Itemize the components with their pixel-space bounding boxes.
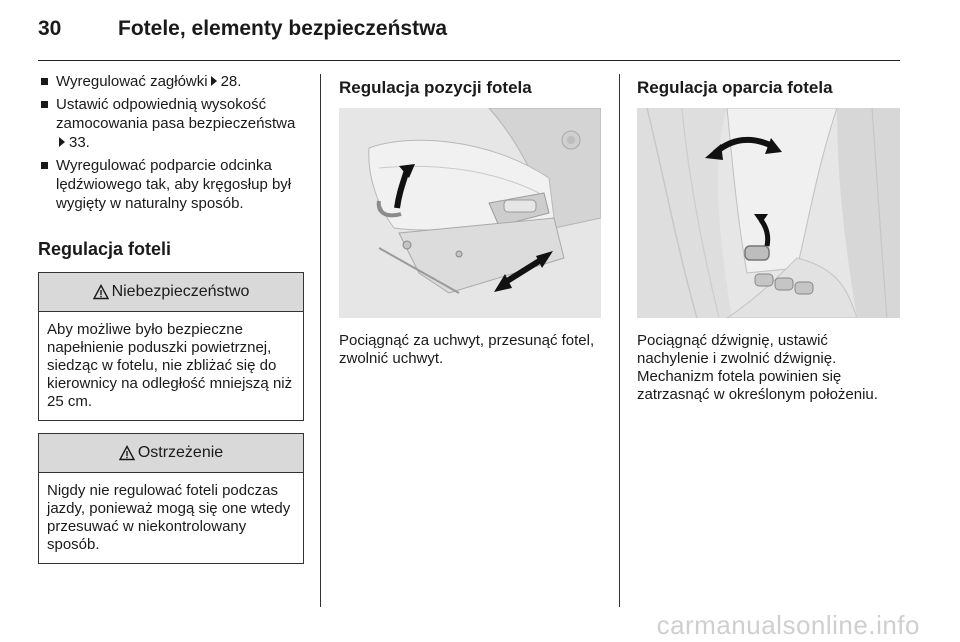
column-divider-2 xyxy=(619,74,620,607)
middle-column xyxy=(339,72,601,368)
list-item xyxy=(38,156,304,213)
backrest-heading: Regulacja oparcia fotela xyxy=(637,78,833,97)
danger-box xyxy=(38,272,304,421)
bullet-square-icon xyxy=(41,78,48,85)
danger-box-header xyxy=(39,273,303,312)
list-item xyxy=(38,72,304,91)
warning-triangle-icon xyxy=(93,284,109,300)
backrest-illustration xyxy=(637,108,900,318)
section-heading: Regulacja foteli xyxy=(38,239,172,259)
warning-box-title: Ostrzeżenie xyxy=(137,444,224,461)
warning-box-header xyxy=(39,434,303,473)
list-item xyxy=(38,95,304,152)
warning-triangle-icon xyxy=(119,445,135,461)
danger-box-title: Niebezpieczeństwo xyxy=(111,283,250,300)
danger-box-text: Aby możliwe było bezpieczne napełnienie poduszki powietrznej, siedząc w fotelu, nie zbliżać się do kierownicy na odległość mniejszą niż 25 cm. xyxy=(47,321,293,410)
page-reference-icon xyxy=(59,137,65,147)
watermark: carmanualsonline.info xyxy=(656,610,920,640)
bullet-square-icon xyxy=(41,101,48,108)
bullet-square-icon xyxy=(41,162,48,169)
seat-position-caption: Pociągnąć za uchwyt, przesunąć fotel, zwolnić uchwyt. xyxy=(339,332,595,367)
page-reference-icon xyxy=(211,76,217,86)
left-column xyxy=(38,72,304,576)
warning-box-text: Nigdy nie regulować foteli podczas jazdy, ponieważ mogą się one wtedy przesuwać w niekontrolowany sposób. xyxy=(47,482,291,553)
bullet-text: Ustawić odpowiednią wysokość zamocowania pasa bezpieczeństwa xyxy=(56,96,296,132)
right-column xyxy=(637,72,900,404)
seat-position-illustration xyxy=(339,108,601,318)
page-reference[interactable]: 28. xyxy=(220,73,242,90)
bullet-text: Wyregulować podparcie odcinka lędźwiowego tak, aby kręgosłup był wygięty w naturalny sposób. xyxy=(56,157,292,212)
page-number: 30 xyxy=(38,17,62,40)
bullet-list xyxy=(38,72,304,213)
warning-box xyxy=(38,433,304,564)
page-title: Fotele, elementy bezpieczeństwa xyxy=(118,17,448,40)
page-reference[interactable]: 33. xyxy=(69,134,90,151)
bullet-text: Wyregulować zagłówki xyxy=(56,73,208,90)
seat-position-heading: Regulacja pozycji fotela xyxy=(339,78,532,97)
column-divider-1 xyxy=(320,74,321,607)
header-rule xyxy=(38,60,900,61)
backrest-caption: Pociągnąć dźwignię, ustawić nachylenie i zwolnić dźwignię. Mechanizm fotela powinien się zatrzasnąć w określonym położeniu. xyxy=(637,332,878,403)
